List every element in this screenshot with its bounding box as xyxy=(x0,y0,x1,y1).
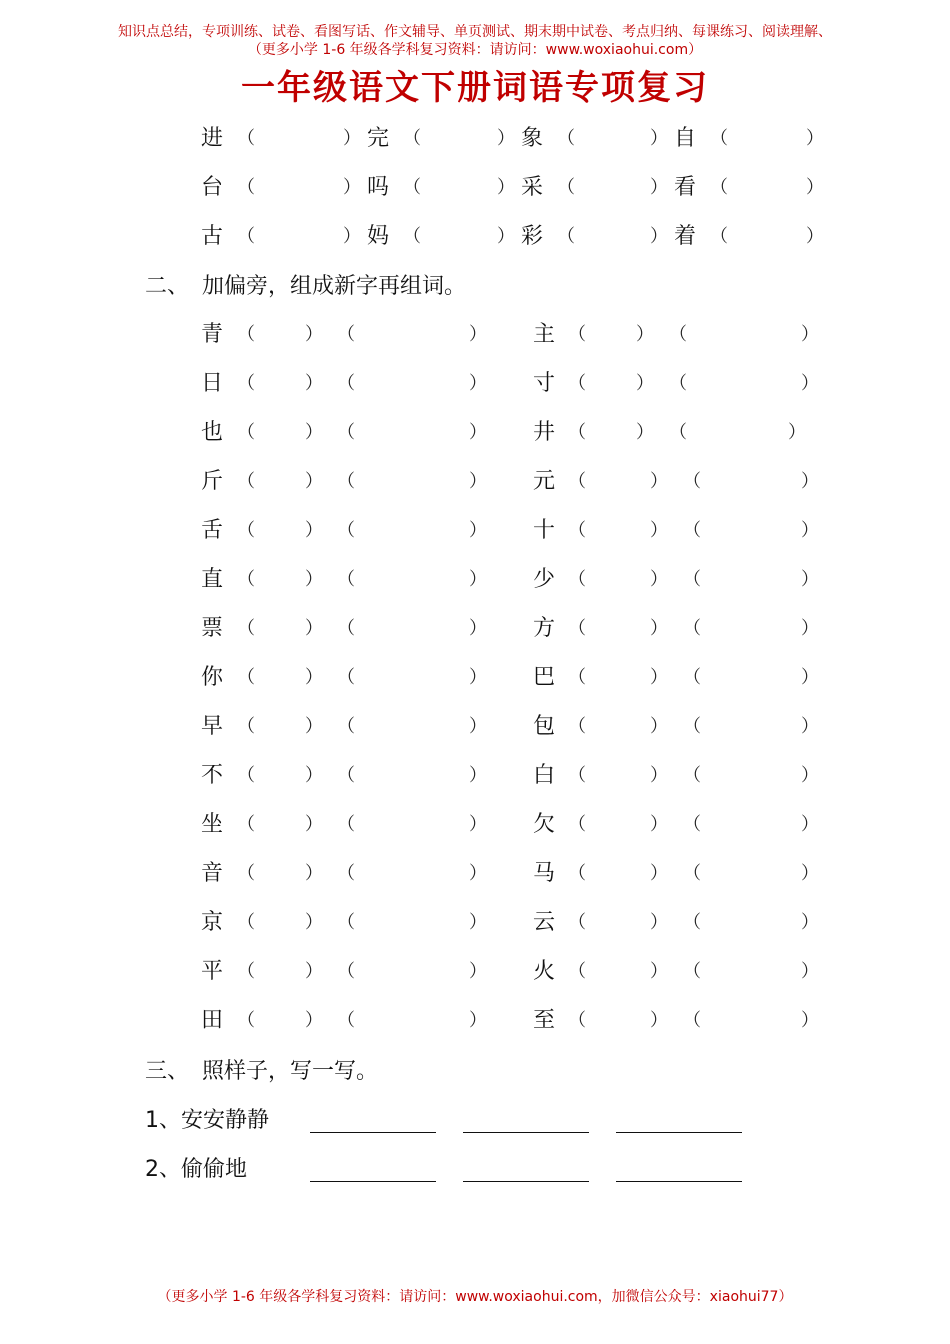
close-paren: ） xyxy=(650,471,668,492)
close-paren: ） xyxy=(469,520,487,541)
open-paren: （ xyxy=(710,128,728,149)
close-paren: ） xyxy=(801,667,819,688)
close-paren: ） xyxy=(469,667,487,688)
close-paren: ） xyxy=(343,226,361,247)
open-paren: （ xyxy=(568,863,586,884)
close-paren: ） xyxy=(650,569,668,590)
answer-blank xyxy=(310,1132,436,1133)
open-paren: （ xyxy=(683,863,701,884)
open-paren: （ xyxy=(710,226,728,247)
close-paren: ） xyxy=(650,863,668,884)
left-character: 直 xyxy=(201,567,224,592)
left-character: 你 xyxy=(201,665,224,690)
close-paren: ） xyxy=(650,1010,668,1031)
open-paren: （ xyxy=(669,373,687,394)
character: 古 xyxy=(201,224,224,249)
open-paren: （ xyxy=(237,667,255,688)
open-paren: （ xyxy=(403,226,421,247)
close-paren: ） xyxy=(343,128,361,149)
close-paren: ） xyxy=(650,716,668,737)
open-paren: （ xyxy=(237,618,255,639)
header-line-2: （更多小学 1-6 年级各学科复习资料：请访问：www.woxiaohui.com） xyxy=(247,42,703,58)
close-paren: ） xyxy=(469,1010,487,1031)
open-paren: （ xyxy=(237,1010,255,1031)
close-paren: ） xyxy=(801,961,819,982)
right-character: 包 xyxy=(533,714,556,739)
open-paren: （ xyxy=(337,912,355,933)
close-paren: ） xyxy=(305,471,323,492)
open-paren: （ xyxy=(237,471,255,492)
open-paren: （ xyxy=(568,324,586,345)
close-paren: ） xyxy=(801,471,819,492)
open-paren: （ xyxy=(237,422,255,443)
close-paren: ） xyxy=(305,569,323,590)
close-paren: ） xyxy=(801,1010,819,1031)
character: 彩 xyxy=(521,224,544,249)
open-paren: （ xyxy=(337,618,355,639)
close-paren: ） xyxy=(469,471,487,492)
close-paren: ） xyxy=(469,618,487,639)
close-paren: ） xyxy=(305,814,323,835)
open-paren: （ xyxy=(237,569,255,590)
open-paren: （ xyxy=(557,128,575,149)
right-character: 马 xyxy=(533,861,556,886)
character: 着 xyxy=(674,224,697,249)
left-character: 坐 xyxy=(201,812,224,837)
close-paren: ） xyxy=(469,373,487,394)
open-paren: （ xyxy=(683,471,701,492)
open-paren: （ xyxy=(669,324,687,345)
open-paren: （ xyxy=(568,716,586,737)
open-paren: （ xyxy=(337,373,355,394)
close-paren: ） xyxy=(801,765,819,786)
close-paren: ） xyxy=(469,569,487,590)
open-paren: （ xyxy=(337,1010,355,1031)
header-line-1: 知识点总结，专项训练、试卷、看图写话、作文辅导、单页测试、期末期中试卷、考点归纳、每课练习、阅读理解、 xyxy=(118,24,832,40)
open-paren: （ xyxy=(237,716,255,737)
open-paren: （ xyxy=(557,177,575,198)
open-paren: （ xyxy=(683,618,701,639)
open-paren: （ xyxy=(568,373,586,394)
section-3-instruction: 照样子，写一写。 xyxy=(202,1059,379,1084)
close-paren: ） xyxy=(806,128,824,149)
character: 吗 xyxy=(367,175,390,200)
right-character: 十 xyxy=(533,518,556,543)
left-character: 斤 xyxy=(201,469,224,494)
open-paren: （ xyxy=(337,667,355,688)
open-paren: （ xyxy=(568,1010,586,1031)
close-paren: ） xyxy=(801,618,819,639)
open-paren: （ xyxy=(683,1010,701,1031)
open-paren: （ xyxy=(568,618,586,639)
open-paren: （ xyxy=(683,667,701,688)
close-paren: ） xyxy=(650,765,668,786)
section-3-item-1: 1、安安静静 xyxy=(145,1108,269,1133)
close-paren: ） xyxy=(636,422,654,443)
close-paren: ） xyxy=(497,128,515,149)
section-3-item-2: 2、偷偷地 xyxy=(145,1157,247,1182)
open-paren: （ xyxy=(237,226,255,247)
close-paren: ） xyxy=(305,667,323,688)
left-character: 田 xyxy=(201,1008,224,1033)
character: 象 xyxy=(521,126,544,151)
close-paren: ） xyxy=(469,912,487,933)
open-paren: （ xyxy=(337,471,355,492)
open-paren: （ xyxy=(568,520,586,541)
open-paren: （ xyxy=(683,961,701,982)
character: 完 xyxy=(367,126,390,151)
open-paren: （ xyxy=(337,814,355,835)
open-paren: （ xyxy=(568,569,586,590)
close-paren: ） xyxy=(801,863,819,884)
close-paren: ） xyxy=(801,912,819,933)
open-paren: （ xyxy=(237,912,255,933)
open-paren: （ xyxy=(337,716,355,737)
open-paren: （ xyxy=(568,814,586,835)
open-paren: （ xyxy=(669,422,687,443)
right-character: 少 xyxy=(533,567,556,592)
open-paren: （ xyxy=(237,520,255,541)
footer-note: （更多小学 1-6 年级各学科复习资料：请访问：www.woxiaohui.com，加微信公众号：xiaohui77） xyxy=(157,1289,793,1305)
character: 妈 xyxy=(367,224,390,249)
close-paren: ） xyxy=(469,765,487,786)
close-paren: ） xyxy=(636,373,654,394)
close-paren: ） xyxy=(497,226,515,247)
open-paren: （ xyxy=(568,471,586,492)
close-paren: ） xyxy=(806,226,824,247)
answer-blank xyxy=(616,1181,742,1182)
section-3-number: 三、 xyxy=(145,1059,190,1084)
open-paren: （ xyxy=(557,226,575,247)
right-character: 主 xyxy=(533,322,556,347)
character: 台 xyxy=(201,175,224,200)
answer-blank xyxy=(463,1181,589,1182)
open-paren: （ xyxy=(683,765,701,786)
close-paren: ） xyxy=(305,912,323,933)
right-character: 欠 xyxy=(533,812,556,837)
open-paren: （ xyxy=(237,177,255,198)
open-paren: （ xyxy=(683,569,701,590)
close-paren: ） xyxy=(806,177,824,198)
open-paren: （ xyxy=(237,863,255,884)
close-paren: ） xyxy=(469,863,487,884)
close-paren: ） xyxy=(305,1010,323,1031)
open-paren: （ xyxy=(683,912,701,933)
close-paren: ） xyxy=(305,716,323,737)
open-paren: （ xyxy=(568,422,586,443)
open-paren: （ xyxy=(237,765,255,786)
close-paren: ） xyxy=(305,520,323,541)
open-paren: （ xyxy=(568,912,586,933)
open-paren: （ xyxy=(403,177,421,198)
right-character: 方 xyxy=(533,616,556,641)
character: 自 xyxy=(674,126,697,151)
close-paren: ） xyxy=(650,667,668,688)
open-paren: （ xyxy=(337,569,355,590)
close-paren: ） xyxy=(305,324,323,345)
close-paren: ） xyxy=(469,422,487,443)
close-paren: ） xyxy=(801,716,819,737)
page-title: 一年级语文下册词语专项复习 xyxy=(241,68,709,108)
right-character: 白 xyxy=(533,763,556,788)
section-2-instruction: 加偏旁，组成新字再组词。 xyxy=(202,274,467,299)
close-paren: ） xyxy=(801,569,819,590)
open-paren: （ xyxy=(337,961,355,982)
left-character: 青 xyxy=(201,322,224,347)
close-paren: ） xyxy=(801,814,819,835)
close-paren: ） xyxy=(497,177,515,198)
open-paren: （ xyxy=(237,373,255,394)
close-paren: ） xyxy=(801,373,819,394)
left-character: 京 xyxy=(201,910,224,935)
open-paren: （ xyxy=(337,422,355,443)
left-character: 平 xyxy=(201,959,224,984)
close-paren: ） xyxy=(305,863,323,884)
right-character: 火 xyxy=(533,959,556,984)
character: 看 xyxy=(674,175,697,200)
open-paren: （ xyxy=(337,765,355,786)
close-paren: ） xyxy=(650,814,668,835)
open-paren: （ xyxy=(337,324,355,345)
left-character: 音 xyxy=(201,861,224,886)
right-character: 元 xyxy=(533,469,556,494)
close-paren: ） xyxy=(650,961,668,982)
right-character: 井 xyxy=(533,420,556,445)
close-paren: ） xyxy=(305,765,323,786)
close-paren: ） xyxy=(650,226,668,247)
close-paren: ） xyxy=(305,422,323,443)
close-paren: ） xyxy=(650,177,668,198)
close-paren: ） xyxy=(469,961,487,982)
close-paren: ） xyxy=(469,324,487,345)
open-paren: （ xyxy=(710,177,728,198)
close-paren: ） xyxy=(801,520,819,541)
open-paren: （ xyxy=(683,716,701,737)
section-2-number: 二、 xyxy=(145,274,190,299)
character: 采 xyxy=(521,175,544,200)
close-paren: ） xyxy=(801,324,819,345)
close-paren: ） xyxy=(650,618,668,639)
right-character: 至 xyxy=(533,1008,556,1033)
open-paren: （ xyxy=(237,961,255,982)
open-paren: （ xyxy=(568,765,586,786)
open-paren: （ xyxy=(403,128,421,149)
close-paren: ） xyxy=(469,814,487,835)
left-character: 早 xyxy=(201,714,224,739)
close-paren: ） xyxy=(305,373,323,394)
left-character: 票 xyxy=(201,616,224,641)
right-character: 云 xyxy=(533,910,556,935)
section-3-heading xyxy=(145,1059,378,1085)
answer-blank xyxy=(310,1181,436,1182)
character: 进 xyxy=(201,126,224,151)
open-paren: （ xyxy=(237,814,255,835)
open-paren: （ xyxy=(237,128,255,149)
right-character: 寸 xyxy=(533,371,556,396)
close-paren: ） xyxy=(305,618,323,639)
left-character: 也 xyxy=(201,420,224,445)
open-paren: （ xyxy=(683,814,701,835)
close-paren: ） xyxy=(650,128,668,149)
open-paren: （ xyxy=(683,520,701,541)
open-paren: （ xyxy=(568,667,586,688)
open-paren: （ xyxy=(568,961,586,982)
close-paren: ） xyxy=(650,912,668,933)
close-paren: ） xyxy=(788,422,806,443)
close-paren: ） xyxy=(650,520,668,541)
left-character: 不 xyxy=(201,763,224,788)
answer-blank xyxy=(463,1132,589,1133)
open-paren: （ xyxy=(337,863,355,884)
close-paren: ） xyxy=(343,177,361,198)
close-paren: ） xyxy=(469,716,487,737)
right-character: 巴 xyxy=(533,665,556,690)
section-2-heading xyxy=(145,274,466,300)
open-paren: （ xyxy=(337,520,355,541)
left-character: 日 xyxy=(201,371,224,396)
answer-blank xyxy=(616,1132,742,1133)
close-paren: ） xyxy=(636,324,654,345)
open-paren: （ xyxy=(237,324,255,345)
close-paren: ） xyxy=(305,961,323,982)
left-character: 舌 xyxy=(201,518,224,543)
